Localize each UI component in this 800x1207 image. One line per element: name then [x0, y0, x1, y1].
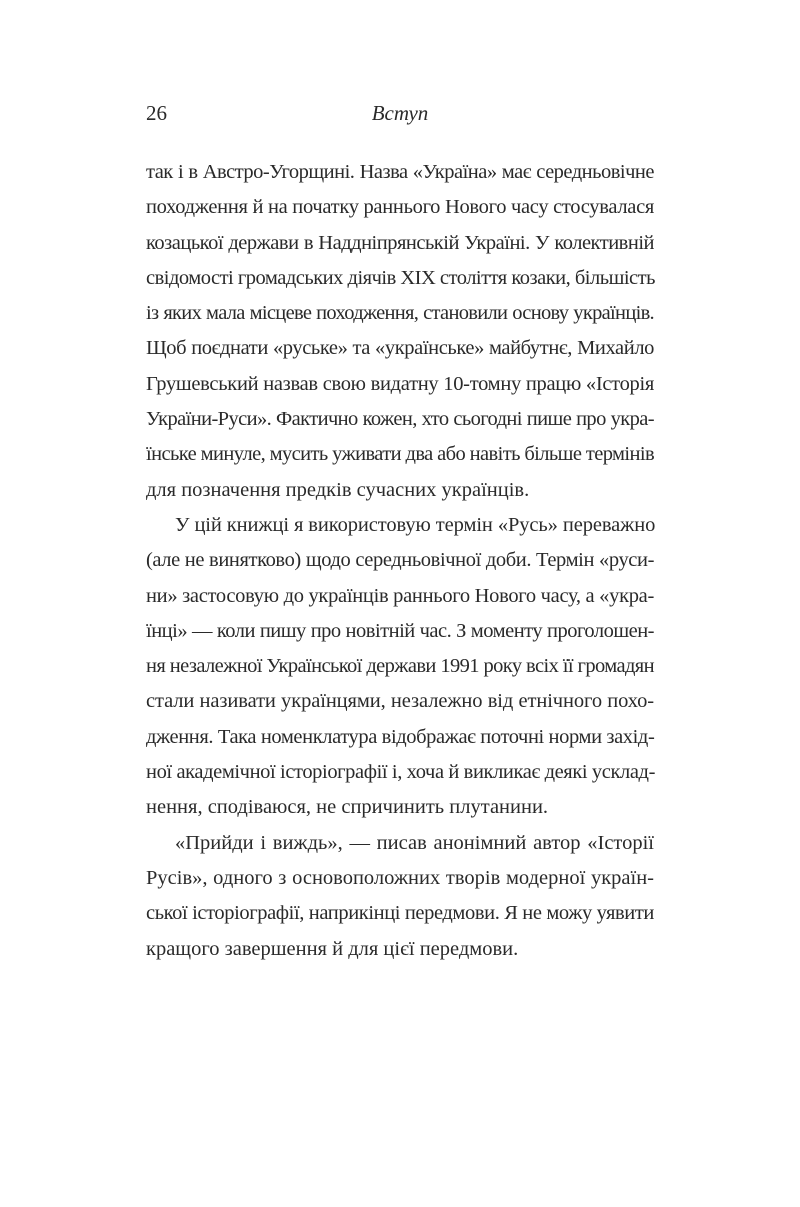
body-text — [146, 155, 654, 967]
page-number: 26 — [146, 101, 167, 125]
text-line: із яких мала місцеве походження, становили основу українців. — [146, 302, 654, 325]
text-line: Грушевський назвав свою видатну 10-томну працю «Історія — [146, 372, 654, 395]
paragraph — [146, 826, 654, 967]
text-line: ни» застосовую до українців раннього Нового часу, а «укра- — [146, 584, 655, 607]
text-line: нення, сподіваюся, не спричинить плутанини. — [146, 796, 549, 819]
text-line: «Прийди і виждь», — писав анонімний автор «Історії — [175, 831, 654, 854]
text-line: так і в Австро-Угорщині. Назва «Україна» має середньовічне — [146, 161, 654, 183]
running-head: Вступ — [371, 101, 429, 125]
text-line: дження. Така номенклатура відображає поточні норми захід- — [146, 725, 655, 748]
text-line: У цій книжці я використовую термін «Русь» переважно — [175, 513, 656, 536]
text-line: (але не винятково) щодо середньовічної доби. Термін «руси- — [146, 549, 654, 572]
paragraph — [146, 508, 654, 826]
text-line: ної академічної історіографії і, хоча й викликає деякі усклад- — [146, 761, 656, 784]
text-line: України-Руси». Фактично кожен, хто сьогодні пише про укра- — [146, 408, 654, 431]
text-line: Щоб поєднати «руське» та «українське» майбутнє, Михайло — [146, 337, 654, 360]
text-line: ської історіографії, наприкінці передмови. Я не можу уявити — [146, 902, 654, 925]
text-line: походження й на початку раннього Нового часу стосувалася — [146, 196, 654, 219]
text-line: їнці» — коли пишу про новітній час. З моменту проголошен- — [146, 619, 654, 642]
text-line: ня незалежної Української держави 1991 року всіх її громадян — [146, 655, 654, 678]
text-line: для позначення предків сучасних українців. — [146, 478, 530, 501]
text-line: їнське минуле, мусить уживати два або навіть більше термінів — [146, 443, 655, 466]
text-line: козацької держави в Наддніпрянській Україні. У колективній — [146, 231, 654, 254]
text-line: стали називати українцями, незалежно від етнічного похо- — [146, 690, 654, 713]
text-line: кращого завершення й для цієї передмови. — [146, 937, 519, 960]
text-line: свідомості громадських діячів XIX століття козаки, більшість — [146, 266, 655, 289]
text-line: Русів», одного з основоположних творів модерної україн- — [146, 866, 654, 889]
paragraph — [146, 155, 654, 508]
